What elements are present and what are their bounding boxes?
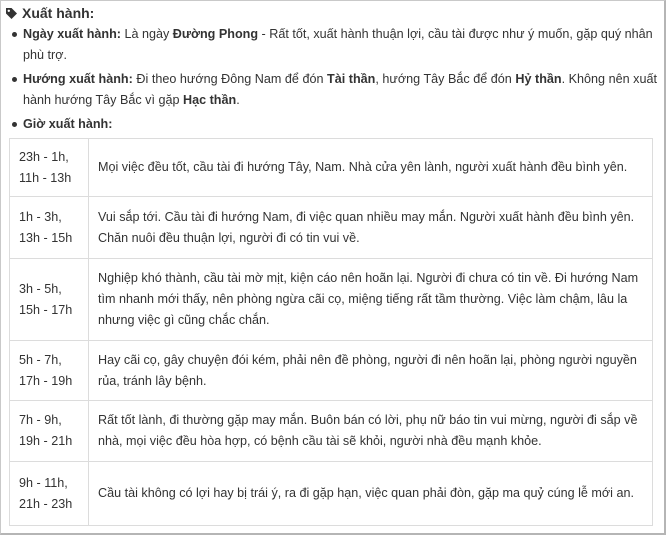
time-range-2: 15h - 17h <box>19 302 73 317</box>
time-cell <box>10 462 89 526</box>
time-cell <box>10 197 89 259</box>
tai-than: Tài thần <box>327 72 376 86</box>
section-heading <box>5 5 94 21</box>
ngay-label: Ngày xuất hành: <box>23 27 121 41</box>
description-cell: Vui sắp tới. Cầu tài đi hướng Nam, đi việc quan nhiều may mắn. Người xuất hành đều bình yên. Chăn nuôi đều thuận lợi, người đi có tin vui về. <box>89 197 653 259</box>
time-cell <box>10 259 89 341</box>
list-item-huong <box>9 69 657 111</box>
time-range-1: 3h - 5h, <box>19 281 62 296</box>
hours-table <box>9 138 653 526</box>
time-range-2: 13h - 15h <box>19 230 73 245</box>
huong-text-1: Đi theo hướng Đông Nam để đón <box>132 72 328 86</box>
time-cell <box>10 139 89 197</box>
huong-text-4: . <box>236 93 240 107</box>
day-name: Đường Phong <box>172 27 259 41</box>
time-range-2: 21h - 23h <box>19 496 73 511</box>
time-range-1: 23h - 1h, <box>19 149 69 164</box>
list-item-gio <box>9 114 657 135</box>
description-cell: Hay cãi cọ, gây chuyện đói kém, phải nên đề phòng, người đi nên hoãn lại, phòng người nguyền rủa, tránh lây bệnh. <box>89 341 653 401</box>
info-list <box>9 24 657 138</box>
time-cell <box>10 401 89 462</box>
description-cell: Cầu tài không có lợi hay bị trái ý, ra đi gặp hạn, việc quan phải đòn, gặp ma quỷ cúng lễ mới an. <box>89 462 653 526</box>
time-range-1: 5h - 7h, <box>19 352 62 367</box>
time-range-1: 7h - 9h, <box>19 413 62 427</box>
time-range-1: 9h - 11h, <box>19 475 68 490</box>
description-cell: Nghiệp khó thành, cầu tài mờ mịt, kiện cáo nên hoãn lại. Người đi chưa có tin về. Đi hướng Nam tìm nhanh mới thấy, nên phòng ngừa cãi cọ, miệng tiếng rất tầm thường. Việc làm chậm, lâu la nhưng việc gì cũng chắc chắn. <box>89 259 653 341</box>
hy-than: Hỷ thần <box>515 72 562 86</box>
time-range-2: 19h - 21h <box>19 434 73 448</box>
table-row <box>10 197 653 259</box>
time-range-2: 11h - 13h <box>19 170 72 185</box>
time-range-1: 1h - 3h, <box>19 209 62 224</box>
list-item-ngay <box>9 24 657 66</box>
table-row <box>10 401 653 462</box>
description-cell: Mọi việc đều tốt, cầu tài đi hướng Tây, Nam. Nhà cửa yên lành, người xuất hành đều bình yên. <box>89 139 653 197</box>
gio-label: Giờ xuất hành: <box>23 117 113 131</box>
huong-text-3: . Không nên xuất hành hướng Tây Bắc vì gặp <box>23 72 657 107</box>
ngay-text-2: - Rất tốt, xuất hành thuận lợi, cầu tài được như ý muốn, gặp quý nhân phù trợ. <box>23 27 653 62</box>
description-cell: Rất tốt lành, đi thường gặp may mắn. Buôn bán có lời, phụ nữ báo tin vui mừng, người đi sắp về nhà, mọi việc đều hòa hợp, có bệnh cầu tài sẽ khỏi, người nhà đều mạnh khỏe. <box>89 401 653 462</box>
ngay-text-1: Là ngày <box>120 27 173 41</box>
hac-than: Hạc thần <box>183 93 237 107</box>
table-row <box>10 259 653 341</box>
tag-icon <box>5 7 18 20</box>
table-row <box>10 139 653 197</box>
huong-text-2: , hướng Tây Bắc để đón <box>375 72 516 86</box>
time-range-2: 17h - 19h <box>19 373 73 388</box>
table-row <box>10 341 653 401</box>
time-cell <box>10 341 89 401</box>
section-title: Xuất hành: <box>22 5 95 21</box>
table-row <box>10 462 653 526</box>
huong-label: Hướng xuất hành: <box>23 72 133 86</box>
